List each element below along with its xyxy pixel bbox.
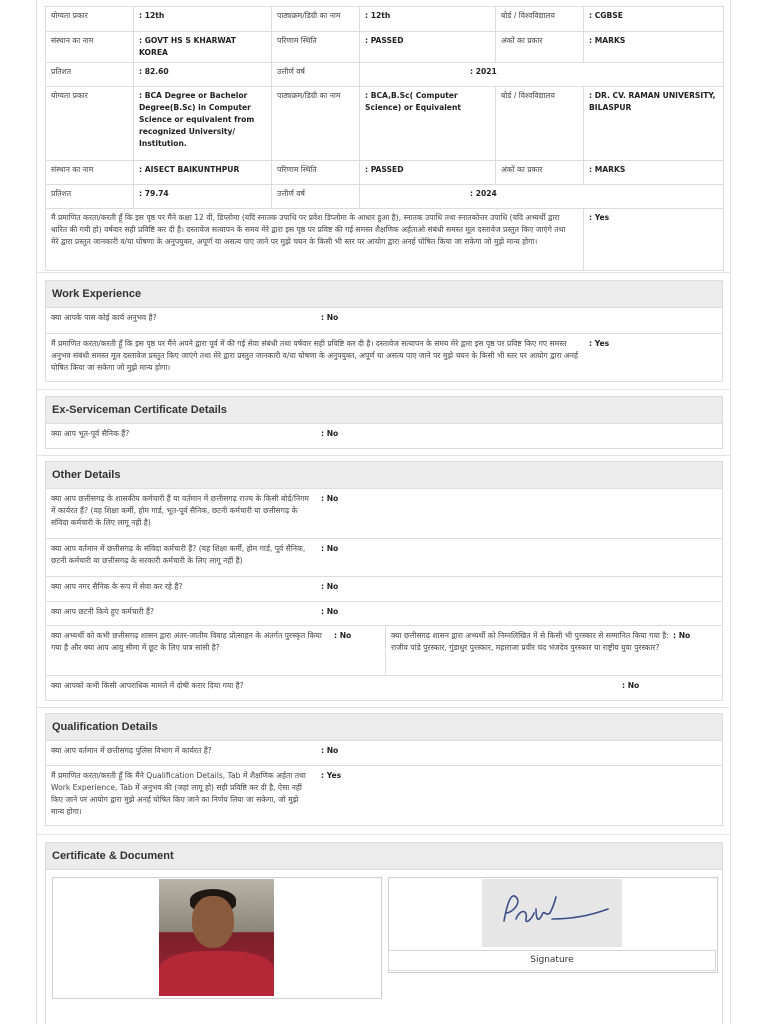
section-separator: [36, 707, 731, 708]
percentage-value: : 82.60: [134, 63, 272, 87]
question-text: क्या आप छत्तीसगढ़ के शासकीय कर्मचारी हैं या वर्तमान में छत्तीसगढ़ राज्य के किसी बोर्ड/निगम में कार्यरत हैं? (यह शिक्षा कर्मी, होम गार्ड, भूत-पूर्व सैनिक, छटनी कर्मचारी या छत्तीसगढ़ के संविदा कर्मचारी के लिए लागू नहीं है): [51, 494, 309, 527]
signature-label: Signature: [388, 950, 716, 971]
signature-scribble: [482, 879, 622, 947]
marks-type-label: अंकों का प्रकार: [496, 161, 584, 185]
percentage-label: प्रतिशत: [46, 185, 134, 209]
answer-value: : No: [334, 630, 351, 642]
board-value: : DR. CV. RAMAN UNIVERSITY, BILASPUR: [584, 87, 724, 161]
qualification-type-value: : 12th: [134, 7, 272, 32]
qualification-type-label: योग्यता प्रकार: [46, 87, 134, 161]
table-row: [46, 185, 724, 209]
course-name-value: : 12th: [360, 7, 496, 32]
list-item: [45, 741, 723, 766]
declaration-value: : Yes: [589, 338, 609, 350]
qualification-type-label: योग्यता प्रकार: [46, 7, 134, 32]
question-text: क्या छत्तीसगढ़ शासन द्वारा अभ्यर्थी को निम्नलिखित में से किसी भी पुरस्कार से सम्मानित किया गया है: राजीव पांडे पुरस्कार, गुंडाधुर पुरस्कार, महाराजा प्रवीर चंद भंजदेव पुरस्कार या राष्ट्रीय युवा पुरस्कार?: [391, 631, 669, 652]
other-details-header: [45, 461, 723, 489]
page-left-border: [36, 0, 37, 1024]
percentage-value: : 79.74: [134, 185, 272, 209]
signature-image[interactable]: [482, 879, 622, 947]
education-table: [45, 6, 724, 271]
table-row: [46, 209, 724, 271]
table-row: [46, 7, 724, 32]
answer-value: : No: [673, 630, 690, 642]
result-value: : PASSED: [360, 161, 496, 185]
list-item: [45, 577, 723, 602]
question-text: क्या आपके पास कोई कार्य अनुभव है?: [51, 313, 157, 322]
question-text: क्या आपको कभी किसी आपराधिक मामले में दोषी करार दिया गया है?: [51, 681, 244, 690]
passing-year-label: उत्तीर्ण वर्ष: [272, 185, 360, 209]
board-label: बोर्ड / विश्वविद्यालय: [496, 7, 584, 32]
list-item: [45, 602, 723, 626]
section-title: Work Experience: [52, 288, 142, 300]
question-text: क्या आप छटनी किये हुए कर्मचारी हैं?: [51, 607, 155, 616]
answer-value: : No: [321, 606, 338, 618]
course-name-label: पाठ्यक्रम/डिग्री का नाम: [272, 7, 360, 32]
work-experience-header: [45, 280, 723, 308]
passing-year-value: : 2021: [360, 63, 724, 87]
institute-value: : AISECT BAIKUNTHPUR: [134, 161, 272, 185]
marks-type-value: : MARKS: [584, 32, 724, 63]
answer-value: : No: [321, 428, 338, 440]
section-separator: [36, 272, 731, 273]
section-title: Qualification Details: [52, 721, 158, 733]
page-right-border: [730, 0, 731, 1024]
board-value: : CGBSE: [584, 7, 724, 32]
answer-value: : No: [321, 493, 338, 505]
list-item: [45, 626, 723, 676]
declaration-text: मैं प्रमाणित करता/करती हूँ कि इस पृष्ठ पर मैंने अपने द्वारा पूर्व में की गई सेवा संबंधी तथा वर्षवार सही प्रविष्टि कर दी है। दस्तावेज सत्यापन के समय मेरे द्वारा इस पृष्ठ पर प्रविष्ट किए गए समस्त अनुभव संबंधी समस्त मूल दस्तावेज प्रस्तुत किए जाएंगे तथा मेरे द्वारा प्रस्तुत जानकारी व/या घोषणा के अनुपयुक्त, अपूर्ण या असत्य पाए जाने पर मुझे चयन के किसी भी स्तर पर आयोग द्वारा अनर्ह घोषित किया जा सकेगा जो मुझे मान्य होगा।: [51, 339, 579, 372]
education-declaration-value: : Yes: [584, 209, 724, 271]
table-row: [46, 63, 724, 87]
section-title: Certificate & Document: [52, 850, 174, 862]
institute-value: : GOVT HS S KHARWAT KOREA: [134, 32, 272, 63]
list-item: [45, 676, 723, 701]
course-name-label: पाठ्यक्रम/डिग्री का नाम: [272, 87, 360, 161]
question-text: क्या आप नगर सैनिक के रूप में सेवा कर रहे हैं?: [51, 582, 183, 591]
answer-value: : No: [321, 581, 338, 593]
answer-value: : No: [321, 543, 338, 555]
ex-serviceman-header: [45, 396, 723, 424]
photo-face: [192, 896, 234, 948]
result-label: परिणाम स्थिति: [272, 161, 360, 185]
qualification-type-value: : BCA Degree or Bachelor Degree(B.Sc) in Computer Science or equivalent from recognized University/ Institution.: [134, 87, 272, 161]
applicant-photo[interactable]: [159, 879, 274, 996]
photo-shirt: [159, 951, 274, 996]
question-text: क्या आप वर्तमान में छत्तीसगढ़ के संविदा कर्मचारी हैं? (यह शिक्षा कर्मी, होम गार्ड, पूर्व सैनिक, छटनी कर्मचारी या छत्तीसगढ़ के सरकारी कर्मचारी के लिए लागू नहीं है): [51, 544, 306, 565]
list-item: [45, 539, 723, 577]
table-row: [46, 87, 724, 161]
table-row: [46, 32, 724, 63]
course-name-value: : BCA,B.Sc( Computer Science) or Equivalent: [360, 87, 496, 161]
answer-value: : No: [622, 680, 639, 692]
certificate-document-header: [45, 842, 723, 870]
question-text: क्या आप भूत-पूर्व सैनिक हैं?: [51, 429, 130, 438]
application-preview: [45, 0, 723, 1024]
passing-year-value: : 2024: [360, 185, 724, 209]
list-item: [45, 424, 723, 449]
declaration-value: : Yes: [321, 770, 341, 782]
question-text: क्या आप वर्तमान में छत्तीसगढ़ पुलिस विभाग में कार्यरत हैं?: [51, 746, 212, 755]
institute-label: संस्थान का नाम: [46, 161, 134, 185]
marks-type-value: : MARKS: [584, 161, 724, 185]
passing-year-label: उत्तीर्ण वर्ष: [272, 63, 360, 87]
section-separator: [36, 455, 731, 456]
answer-value: : No: [321, 745, 338, 757]
education-declaration-text: मैं प्रमाणित करता/करती हूँ कि इस पृष्ठ पर मैंने कक्षा 12 वीं, डिप्लोमा (यदि स्नातक उपाधि पर प्रवेश डिप्लोमा के आधार हुआ है), स्नातक उपाधि तथा स्नातकोत्तर उपाधि (यदि अभ्यर्थी द्वारा धारित की गयी हो) वर्षवार सही प्रविष्टि कर दी है। दस्तावेज सत्यापन के समय मेरे द्वारा इस पृष्ठ पर प्रविष्ट की गई समस्त शैक्षणिक अर्हताओ संबंधी समस्त मूल दस्तावेज प्रस्तुत किए जाएंगे तथा मेरे द्वारा प्रस्तुत जानकारी व/या घोषणा के अनुपयुक्त, अपूर्ण या असत्य पाए जाने पर मुझे चयन के किसी भी स्तर पर आयोग द्वारा अनर्ह घोषित किया जा सकेगा जो मुझे मान्य होगा।: [46, 209, 584, 271]
section-separator: [36, 834, 731, 835]
board-label: बोर्ड / विश्वविद्यालय: [496, 87, 584, 161]
percentage-label: प्रतिशत: [46, 63, 134, 87]
result-value: : PASSED: [360, 32, 496, 63]
answer-value: : No: [321, 312, 338, 324]
marks-type-label: अंकों का प्रकार: [496, 32, 584, 63]
list-item: [45, 489, 723, 539]
section-title: Other Details: [52, 469, 121, 481]
result-label: परिणाम स्थिति: [272, 32, 360, 63]
list-item: [45, 766, 723, 826]
qualification-details-header: [45, 713, 723, 741]
table-row: [46, 161, 724, 185]
institute-label: संस्थान का नाम: [46, 32, 134, 63]
section-title: Ex-Serviceman Certificate Details: [52, 404, 227, 416]
column-divider: [385, 626, 386, 675]
section-separator: [36, 389, 731, 390]
question-text: क्या अभ्यर्थी को कभी छत्तीसगढ़ शासन द्वारा अंतर-जातीय विवाह प्रोत्साहन के अंतर्गत पुरस्कृत किया गया है और क्या आप आयु सीमा में छूट के लिए पात्र सांसी है?: [51, 631, 322, 652]
list-item: [45, 334, 723, 382]
declaration-text: मैं प्रमाणित करता/करती हूँ कि मैंने Qualification Details, Tab में शैक्षणिक अर्हता तथा Work Experience, Tab में अनुभव की (जहां लागू हो) सही प्रविष्टि कर दी है, ऐसा नहीं किए जाने पर आयोग द्वारा मुझे अनर्ह घोषित किए जाने का निर्णय लिया जा सकेगा, जो मुझे मान्य होगा।: [51, 771, 306, 816]
list-item: [45, 308, 723, 334]
